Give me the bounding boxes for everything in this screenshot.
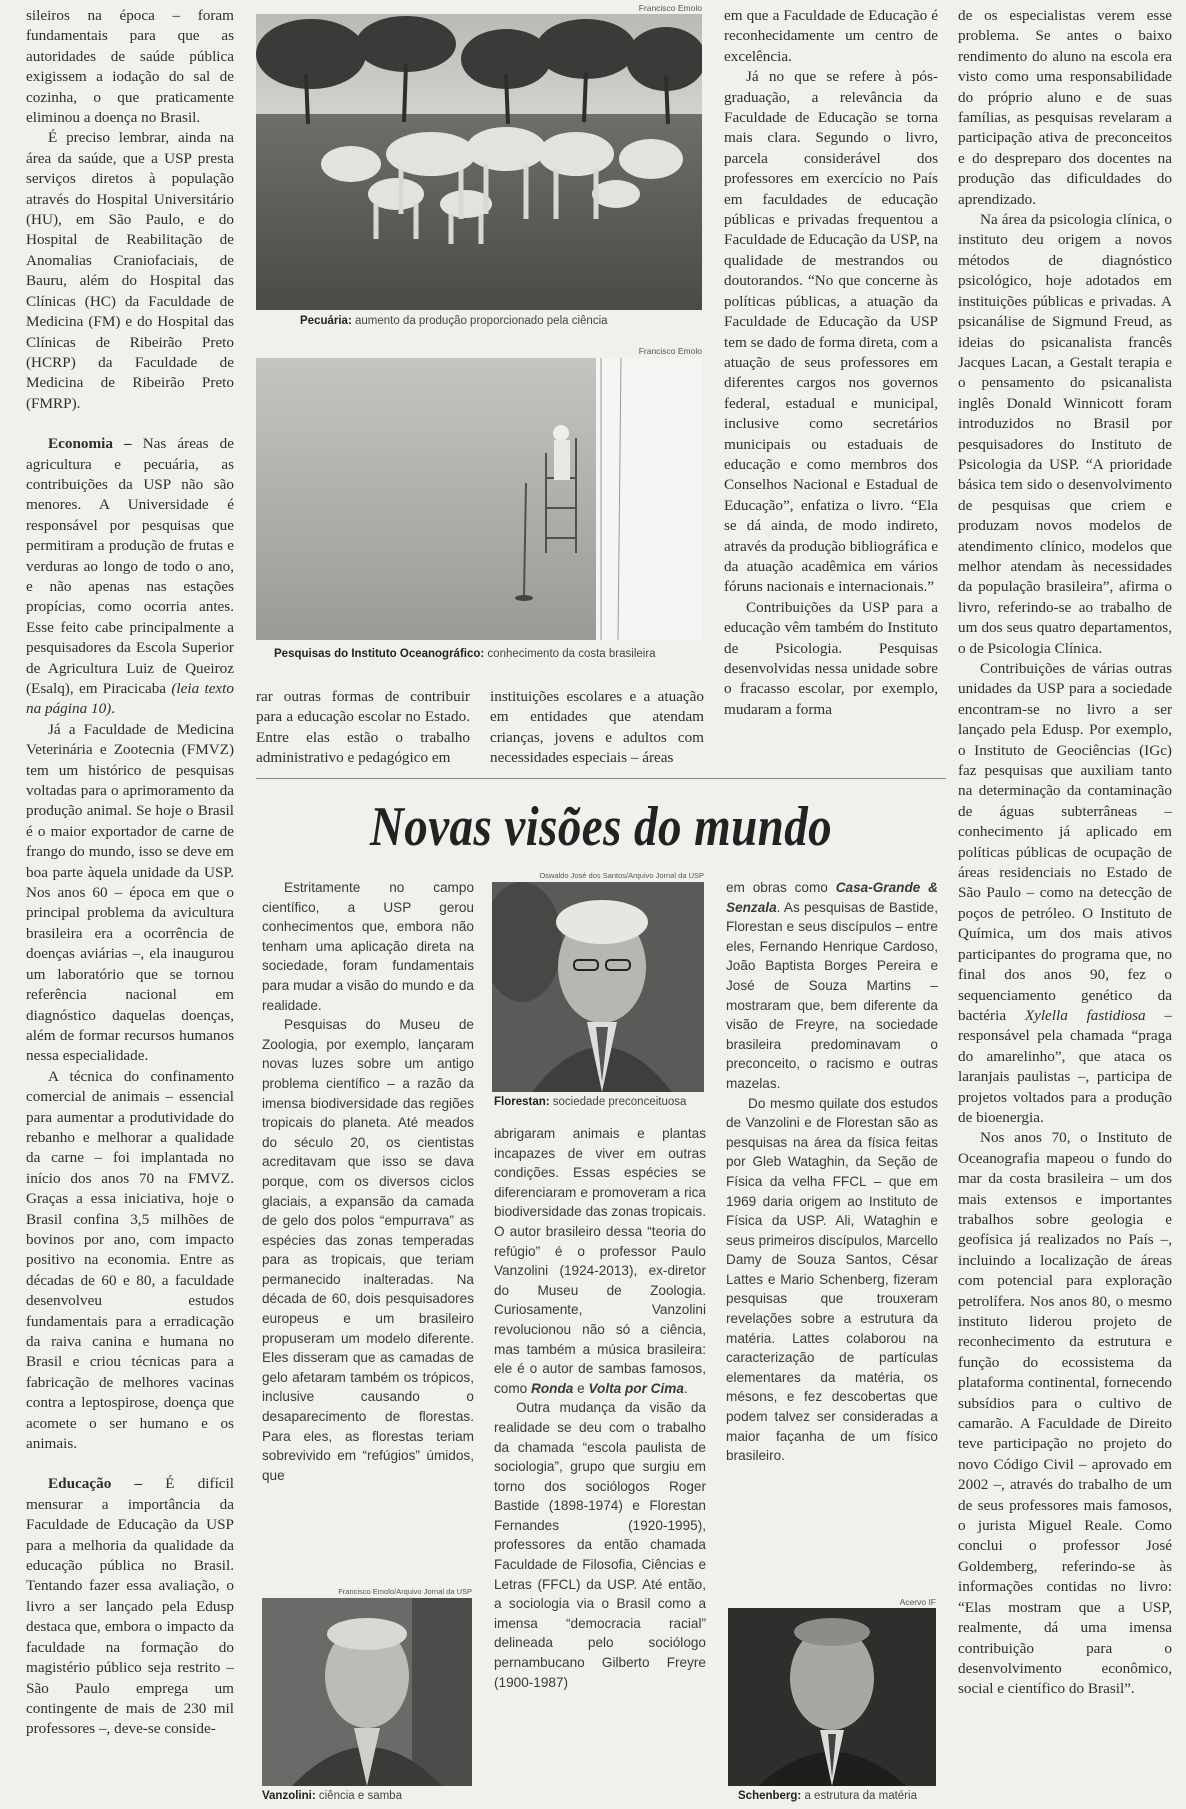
- book-title: Casa-Grande & Senzala: [726, 880, 938, 915]
- paragraph: Na área da psicologia clínica, o instituto deu origem a novos métodos de diagnóstico psicológico, hoje adotados em instituições públicas e privadas. A psicanálise de Sigmund Freud, as ideias do psicanalista francês Jacques Lacan, a Gestalt terapia e o pensamento do psicanalista inglês Donald Winnicott foram introduzidos no Brasil por pesquisadores do Instituto de Psicologia da USP. “A prioridade básica tem sido o desenvolvimento de pesquisas que criem e produzam novos modelos de atendimento clínico, modelos que melhor atendam às necessidades da população brasileira”, afirma o livro, referindo-se ao trabalho de um dos seus quatro departamentos, o de Psicologia Clínica.: [958, 211, 1172, 657]
- vanzolini-photo: [262, 1598, 472, 1786]
- caption-text: aumento da produção proporcionado pela ciência: [351, 315, 608, 327]
- caption-label: Florestan:: [494, 1096, 550, 1108]
- subhead-economia: Economia –: [48, 435, 132, 453]
- species-name: Xylella fastidiosa: [1024, 1006, 1146, 1024]
- paragraph: em que a Faculdade de Educação é reconhecidamente um centro de excelência.: [724, 7, 938, 65]
- schenberg-photo: [728, 1608, 936, 1786]
- vanzolini-photo-graphic: [262, 1598, 472, 1786]
- paragraph-text: e: [573, 1380, 589, 1396]
- florestan-photo-graphic: [492, 882, 704, 1092]
- paragraph: Já no que se refere à pós-graduação, a relevância da Faculdade de Educação se torna mais clara. Segundo o livro, parcela considerável dos professores em exercício no País em faculdades de educação públicas e privadas frequentou a Faculdade de Educação da USP, na qualidade de mestrandos ou doutorandos. “No que concerne às políticas públicas, a atuação da Faculdade de Educação da USP tem se dado de forma direta, com a atuação de seus professores em diferentes cargos nos governos federal, estadual e municipal, inclusive como secretários municipais ou estaduais de educação e como membros dos Conselhos Nacional e Estadual de Educação”, enfatiza o livro. “Ela se dá ainda, de modo indireto, através da produção bibliográfica e da atuação acadêmica em vários fóruns nacionais e internacionais.”: [724, 68, 938, 596]
- column-3-upper: [490, 687, 704, 771]
- florestan-photo: [492, 882, 704, 1092]
- caption-text: a estrutura da matéria: [801, 1790, 917, 1802]
- paragraph: [958, 659, 1172, 1128]
- caption-text: conhecimento da costa brasileira: [484, 648, 656, 660]
- caption-ocean: [274, 648, 656, 660]
- schenberg-photo-graphic: [728, 1608, 936, 1786]
- paragraph-educacao: [26, 1474, 234, 1739]
- paragraph-text: – responsável pela chamada “praga do amarelinho”, que ataca os laranjais paulistas –, participa de projetos voltados para a produção de bioenergia.: [958, 1006, 1172, 1126]
- caption-label: Pesquisas do Instituto Oceanográfico:: [274, 648, 485, 660]
- ocean-photo: [256, 358, 702, 640]
- paragraph: Contribuições da USP para a educação vêm também do Instituto de Psicologia. Pesquisas desenvolvidas nessa unidade sobre o fracasso escolar, por exemplo, mudaram a forma: [724, 598, 938, 718]
- cattle-photo: [256, 14, 702, 310]
- column-3-lower: [494, 1124, 706, 1806]
- headline-rule-top: [256, 778, 946, 779]
- paragraph: [726, 878, 938, 1094]
- cattle-photo-graphic: [256, 14, 702, 310]
- punct: .: [683, 1380, 688, 1396]
- column-4-upper: [724, 6, 938, 772]
- paragraph-text: Nas áreas de agricultura e pecuária, as contribuições da USP não são menores. A Universidade é responsável por pesquisas que permitiram a produção de frutas e verduras ao longo de todo o ano, e não apenas nas estações propícias, como ocorria antes. Esse feito cabe principalmente a pesquisadores da Escola Superior de Agricultura Luiz de Queiroz (Esalq), em Piracicaba: [26, 435, 234, 697]
- subhead-educacao: Educação –: [48, 1475, 143, 1493]
- column-5: [958, 6, 1172, 1806]
- column-2-upper: [256, 687, 470, 771]
- paragraph: Nos anos 70, o Instituto de Oceanografia mapeou o fundo do mar da costa brasileira – um dos mais extensos e importantes trabalhos sobre geologia e geofísica já realizados no País –, incluindo a localização de áreas com potencial para exploração petrolífera. Nos anos 80, o mesmo instituto liderou projeto de reconhecimento da estrutura e função do ecossistema da plataforma continental, fornecendo subsídios para o cultivo de camarão. A Faculdade de Direito teve participação no projeto do novo Código Civil – aprovado em 2002 –, através do trabalho de um de seus professores mais famosos, o jurista Miguel Reale. Como conclui o professor José Goldemberg, referindo-se às informações contidas no livro: “Elas mostram que a USP, realmente, dá uma imensa contribuição para o desenvolvimento econômico, social e científico do Brasil”.: [958, 1129, 1172, 1698]
- caption-vanzolini: [262, 1790, 402, 1802]
- headline: Novas visões do mundo: [369, 796, 833, 858]
- caption-schenberg: [738, 1790, 917, 1802]
- caption-label: Vanzolini:: [262, 1790, 316, 1802]
- paragraph: A técnica do confinamento comercial de animais – essencial para aumentar a produtividade do rebanho e melhorar a qualidade da carne – foi implantada no início dos anos 70 na FMVZ. Graças a essa iniciativa, hoje o Brasil confina 3,5 milhões de bovinos por ano, com impacto positivo na economia. Entre as décadas de 60 e 80, a faculdade desenvolveu estudos fundamentais para a erradicação da raiva canina e humana no Brasil e criou técnicas para a fabricação de melhores vacinas contra a leptospirose, doença que acomete o ser humano e os animais.: [26, 1067, 234, 1453]
- paragraph: instituições escolares e a atuação em entidades que atendam crianças, jovens e adultos com necessidades especiais – áreas: [490, 688, 704, 767]
- paragraph-text: abrigaram animais e plantas incapazes de viver em outras condições. Essas espécies se diferenciaram e promoveram a rica biodiversidade das zonas tropicais. O autor brasileiro dessa “teoria do refúgio” é o professor Paulo Vanzolini (1924-2013), ex-diretor do Museu de Zoologia. Curiosamente, Vanzolini revolucionou não só a ciência, mas também a música brasileira: ele é o autor de sambas famosos, como: [494, 1126, 706, 1396]
- paragraph: Estritamente no campo científico, a USP gerou conhecimentos que, embora não tenham uma aplicação direta na sociedade, foram fundamentais para mudar a visão do mundo e da realidade.: [262, 880, 474, 1013]
- paragraph: É preciso lembrar, ainda na área da saúde, que a USP presta serviços diretos à população através do Hospital Universitário (HU), em São Paulo, e do Hospital de Reabilitação de Anomalias Craniofaciais, de Bauru, além do Hospital das Clínicas (HC) da Faculdade de Medicina (FM) e do Hospital das Clínicas de Ribeirão Preto (HCRP) da Faculdade de Medicina de Ribeirão Preto (FMRP).: [26, 129, 234, 412]
- paragraph: Do mesmo quilate dos estudos de Vanzolini e de Florestan são as pesquisas na área da física feitas por Gleb Wataghin, da Seção de Física da velha FFCL – que em 1969 daria origem ao Instituto de Física da USP. Ali, Wataghin e seus primeiros discípulos, Marcello Damy de Souza Santos, César Lattes e Mario Schenberg, fizeram pesquisas que trouxeram revelações sobre a estrutura da matéria. Lattes colaborou na caracterização de partículas elementares da matéria, os mésons, e fez descobertas que podem talvez ser consideradas a maior façanha de um físico brasileiro.: [726, 1095, 938, 1464]
- paragraph: Pesquisas do Museu de Zoologia, por exemplo, lançaram novas luzes sobre um antigo problema científico – a razão da imensa biodiversidade das regiões tropicais do planeta. Até meados do século 20, os cientistas acreditavam que isso se dava porque, com os diversos ciclos glaciais, a expansão da camada de gelo dos polos “empurrava” as espécies das zonas temperadas para as tropicais, que teriam permanecido inalteradas. Na década de 60, dois pesquisadores europeus e um brasileiro propuseram um modelo diferente. Eles disseram que as camadas de gelo afetaram também os trópicos, inclusive causando o desaparecimento de florestas. Para eles, as florestas teriam sobrevivido em “refúgios” úmidos, que: [262, 1017, 474, 1483]
- caption-label: Schenberg:: [738, 1790, 802, 1802]
- paragraph-text: Contribuições de várias outras unidades da USP para a sociedade encontram-se no livro a ser lançado pela Edusp. Por exemplo, o Instituto de Geociências (IGc) faz pesquisas que auxiliam tanto na determinação da contaminação de águas subterrâneas – conhecimento já aplicado em políticas públicas de ocupação de áreas residenciais no Estado de São Paulo – como na detecção de poços de petróleo. O Instituto de Química, um dos mais ativos participantes do programa que, no final dos anos 90, fez o sequenciamento genético da bactéria: [958, 660, 1172, 1024]
- paragraph: sileiros na época – foram fundamentais para que as autoridades de saúde pública exigissem a iodação do sal de cozinha, o que praticamente eliminou a doença no Brasil.: [26, 7, 234, 127]
- paragraph-economia: [26, 434, 234, 720]
- paragraph: rar outras formas de contribuir para a educação escolar no Estado. Entre elas estão o trabalho administrativo e pedagógico em: [256, 688, 470, 767]
- photo-credit-schenberg: Acervo IF: [899, 1597, 936, 1607]
- caption-text: sociedade preconceituosa: [549, 1096, 687, 1108]
- page-reference: (leia texto na página 10): [26, 680, 234, 718]
- paragraph: de os especialistas verem esse problema. Se antes o baixo rendimento do aluno na escola era visto como uma responsabilidade do próprio aluno e de suas famílias, as pesquisas revelaram a participação ativa de preconceitos e do despreparo dos docentes na produção das dificuldades do aprendizado.: [958, 7, 1172, 208]
- paragraph: [494, 1124, 706, 1398]
- song-title: Volta por Cima: [588, 1380, 684, 1396]
- caption-label: Pecuária:: [300, 315, 352, 327]
- caption-florestan: [494, 1096, 686, 1108]
- paragraph-text: . As pesquisas de Bastide, Florestan e seus discípulos – entre eles, Fernando Henrique Cardoso, João Baptista Borges Pereira e José de Souza Martins – mostraram que, bem diferente da visão de Freyre, na sociedade brasileira predominavam o preconceito, o racismo e outras mazelas.: [726, 899, 938, 1091]
- caption-text: ciência e samba: [315, 1790, 402, 1802]
- song-title: Ronda: [531, 1380, 574, 1396]
- column-2-lower: [262, 878, 474, 1578]
- photo-credit-florestan: Oswaldo José dos Santos/Arquivo Jornal da USP: [539, 871, 704, 880]
- caption-cattle: [300, 315, 608, 327]
- ocean-photo-graphic: [256, 358, 702, 640]
- photo-credit-ocean: Francisco Emolo: [638, 346, 702, 356]
- column-4-lower: [726, 878, 938, 1588]
- paragraph: Já a Faculdade de Medicina Veterinária e Zootecnia (FMVZ) tem um histórico de pesquisas voltadas para o aprimoramento da produção animal. Se hoje o Brasil é o maior exportador de carne de frango do mundo, isso se deve em boa parte àquela unidade da USP. Nos anos 60 – época em que o principal problema da avicultura brasileira era a ocorrência de doenças aviárias –, ela inaugurou um laboratório que se tornou referência nacional em diagnóstico daquelas doenças, além de formar recursos humanos nessa especialidade.: [26, 720, 234, 1065]
- photo-credit-cattle: Francisco Emolo: [638, 3, 702, 13]
- punct: .: [111, 700, 116, 718]
- paragraph-text: em obras como: [726, 880, 836, 895]
- paragraph-text: É difícil mensurar a importância da Faculdade de Educação da USP para a melhoria da qualidade da educação pública no Brasil. Tentando fazer essa avaliação, o livro a ser lançado pela Edusp destaca que, embora o impacto da faculdade na formação do magistério público seja restrito – São Paulo emprega um contingente de mais de 230 mil professores –, deve-se conside-: [26, 1475, 234, 1738]
- column-1: [26, 6, 234, 1806]
- photo-credit-vanzolini: Francisco Emolo/Arquivo Jornal da USP: [338, 1587, 472, 1596]
- paragraph: Outra mudança da visão da realidade se deu com o trabalho da chamada “escola paulista de sociologia”, grupo que surgiu em torno dos sociólogos Roger Bastide (1898-1974) e Florestan Fernandes (1920-1995), professores da então chamada Faculdade de Filosofia, Ciências e Letras (FFCL) da USP. Até então, a sociologia via o Brasil como a imensa “democracia racial” delineada pelo sociólogo pernambucano Gilberto Freyre (1900-1987): [494, 1400, 706, 1690]
